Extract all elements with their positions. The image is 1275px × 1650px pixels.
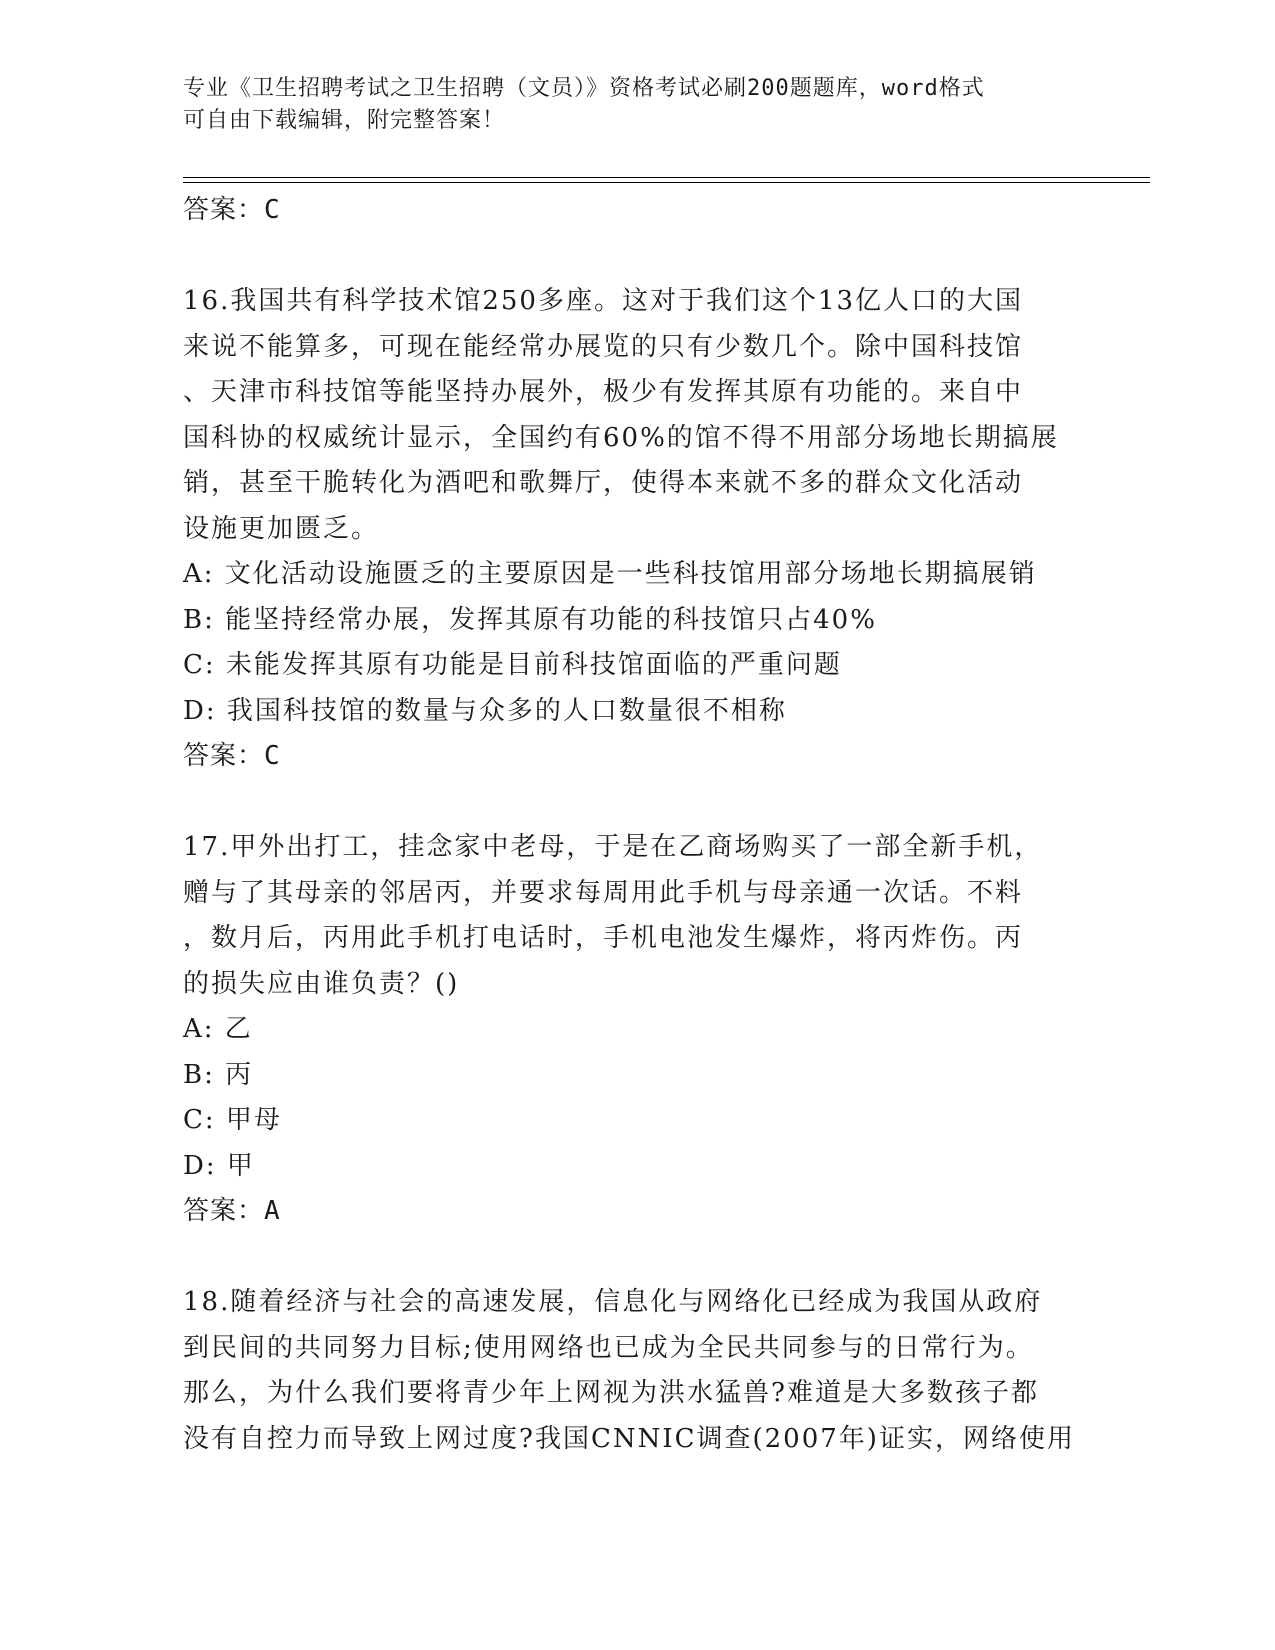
- option-d: D: 我国科技馆的数量与众多的人口数量很不相称: [183, 695, 787, 726]
- option-a: A: 文化活动设施匮乏的主要原因是一些科技馆用部分场地长期搞展销: [183, 559, 1037, 589]
- option-a: A: 乙: [183, 1014, 253, 1044]
- option-c: C: 未能发挥其原有功能是目前科技馆面临的严重问题: [183, 650, 842, 680]
- question-stem-line: ，数月后，丙用此手机打电话时，手机电池发生爆炸，将丙炸伤。丙: [183, 923, 1024, 953]
- question-stem-line: 来说不能算多，可现在能经常办展览的只有少数几个。除中国科技馆: [183, 331, 1024, 362]
- question-stem-line: 那么，为什么我们要将青少年上网视为洪水猛兽?难道是大多数孩子都: [183, 1378, 1039, 1408]
- header-line-2: 可自由下载编辑，附完整答案！: [183, 108, 506, 133]
- spacer: [183, 234, 1083, 280]
- answer: 答案：A: [183, 1196, 281, 1226]
- spacer: [183, 1235, 1083, 1281]
- question-stem-line: 销，甚至干脆转化为酒吧和歌舞厅，使得本来就不多的群众文化活动: [183, 468, 1024, 498]
- question-stem-line: 18.随着经济与社会的高速发展，信息化与网络化已经成为我国从政府: [183, 1287, 1043, 1317]
- header-line-1: 专业《卫生招聘考试之卫生招聘（文员）》资格考试必刷200题题库，word格式: [183, 76, 985, 101]
- question-stem-line: 没有自控力而导致上网过度?我国CNNIC调查(2007年)证实，网络使用: [183, 1423, 1075, 1454]
- question-18: [183, 1280, 1083, 1462]
- question-stem-line: 的损失应由谁负责？(): [183, 968, 460, 999]
- previous-answer: 答案：C: [183, 195, 281, 225]
- header-divider-top: [183, 177, 1150, 178]
- question-stem-line: 国科协的权威统计显示，全国约有60%的馆不得不用部分场地长期搞展: [183, 422, 1059, 453]
- option-c: C: 甲母: [183, 1105, 282, 1135]
- answer: 答案：C: [183, 741, 281, 771]
- question-stem-line: 赠与了其母亲的邻居丙，并要求每周用此手机与母亲通一次话。不料: [183, 877, 1024, 908]
- document-header: [183, 73, 1063, 137]
- document-body: [183, 188, 1083, 1462]
- option-b: B: 丙: [183, 1059, 254, 1090]
- question-stem-line: 17.甲外出打工，挂念家中老母，于是在乙商场购买了一部全新手机，: [183, 832, 1043, 862]
- question-stem-line: 设施更加匮乏。: [183, 513, 380, 544]
- question-16: [183, 279, 1083, 780]
- question-stem-line: 、天津市科技馆等能坚持办展外，极少有发挥其原有功能的。来自中: [183, 377, 1024, 407]
- option-d: D: 甲: [183, 1150, 255, 1181]
- header-divider-bottom: [183, 182, 1150, 183]
- option-b: B: 能坚持经常办展，发挥其原有功能的科技馆只占40%: [183, 604, 877, 635]
- spacer: [183, 780, 1083, 826]
- question-stem-line: 16.我国共有科学技术馆250多座。这对于我们这个13亿人口的大国: [183, 286, 1024, 316]
- question-17: [183, 825, 1083, 1235]
- question-stem-line: 到民间的共同努力目标;使用网络也已成为全民共同参与的日常行为。: [183, 1332, 1034, 1363]
